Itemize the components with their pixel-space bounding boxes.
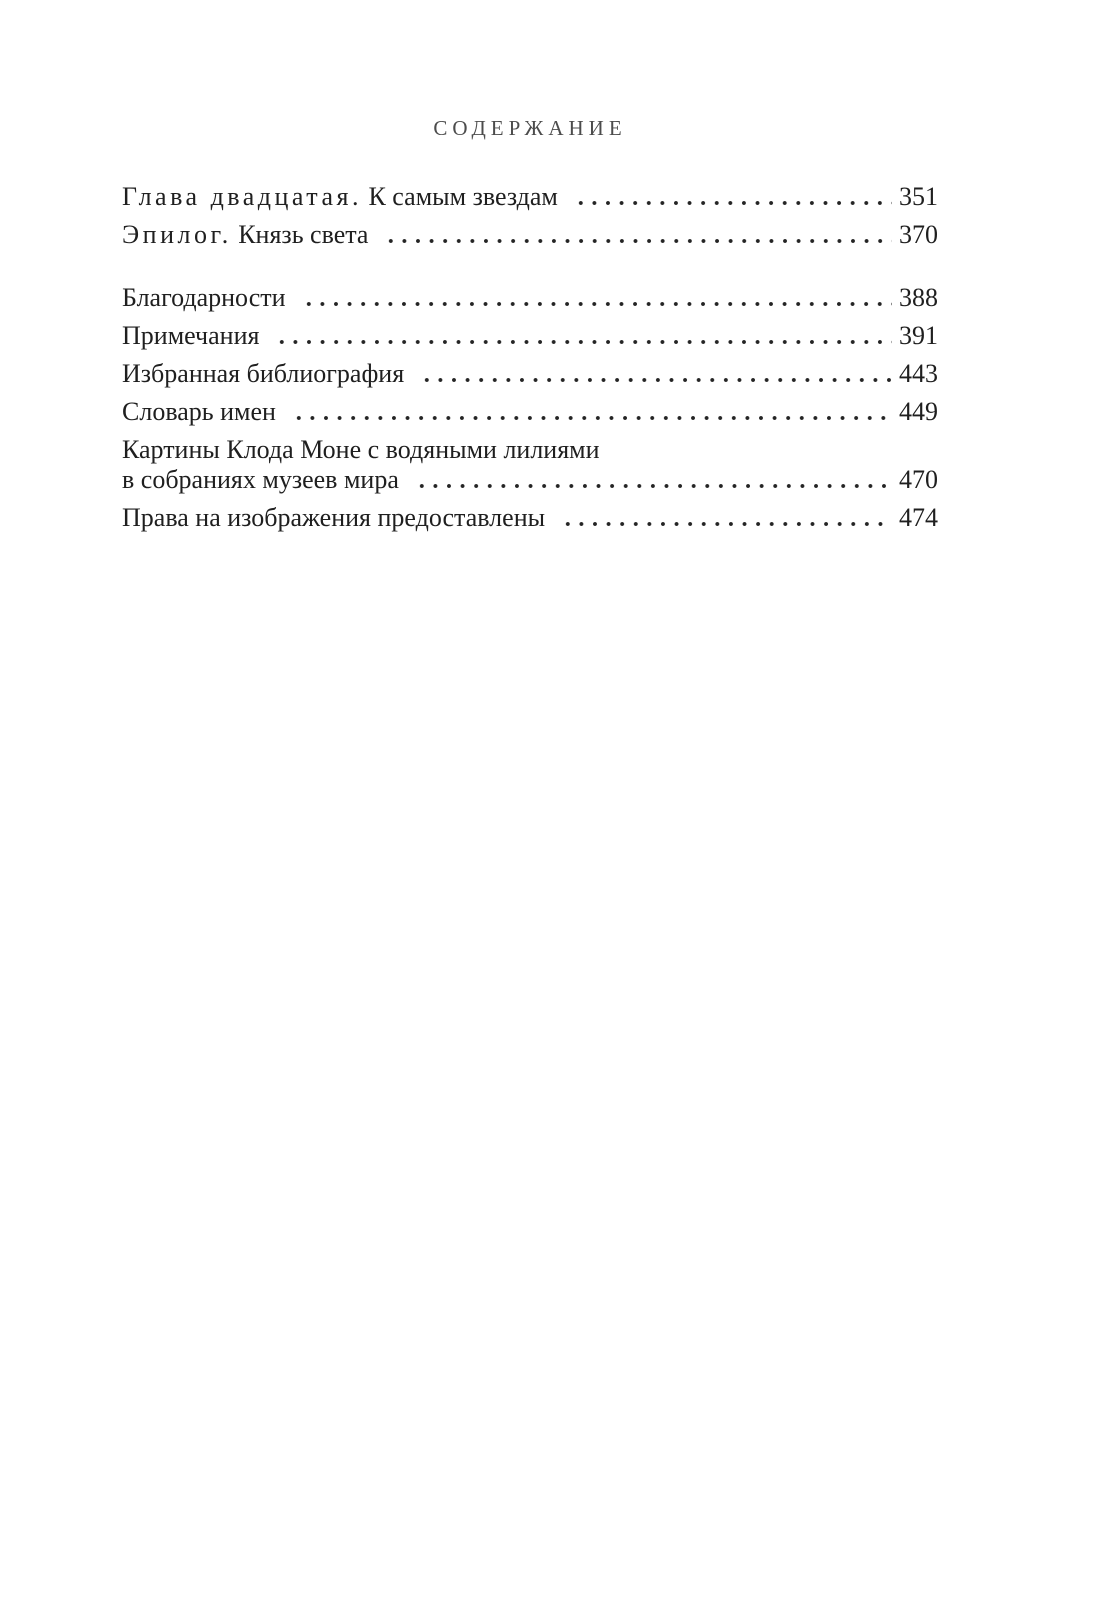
toc-entry-glossary [122,397,938,427]
dot-leader [557,503,892,533]
toc-entry-monet-paintings [122,435,938,495]
chapter-prefix: Эпилог. [122,220,232,249]
toc-entry-bibliography [122,359,938,389]
toc-entry-title: Благодарности [122,283,286,312]
page-number: 470 [899,465,938,494]
dot-leader [411,465,892,495]
toc-entry-title [122,182,558,212]
chapter-prefix: Глава двадцатая. [122,182,362,211]
toc-entry-notes [122,321,938,351]
toc-entry-title: Словарь имен [122,397,276,426]
page-number: 391 [899,321,938,350]
toc-entry-title-line-2-row [122,465,938,495]
page-number: 351 [899,182,938,211]
page-number: 388 [899,283,938,312]
page-number: 443 [899,359,938,388]
page-number: 370 [899,220,938,249]
page-title: СОДЕРЖАНИЕ [433,116,627,140]
toc-entry-chapter-20 [122,182,938,212]
toc-entry-title-line-1: Картины Клода Моне с водяными лилиями [122,435,600,464]
chapter-subtitle: К самым звездам [361,182,558,211]
dot-leader [570,182,892,212]
toc-entry-acknowledgements [122,283,938,313]
toc-entry-title-line-2: в собраниях музеев мира [122,465,399,494]
dot-leader [380,220,892,250]
toc-entry-title: Права на изображения предоставлены [122,503,546,532]
toc-entry-title [122,220,368,250]
toc-entry-epilogue [122,220,938,250]
toc-page [122,115,938,541]
page-number: 474 [899,503,938,532]
section-divider-gap [122,258,938,283]
dot-leader [298,283,892,313]
toc-entry-image-rights [122,503,938,533]
dot-leader [288,397,892,427]
chapter-subtitle: Князь света [231,220,369,249]
dot-leader [271,321,892,351]
toc-entry-title: Избранная библиография [122,359,405,388]
page-number: 449 [899,397,938,426]
dot-leader [416,359,892,389]
toc-entry-title: Примечания [122,321,260,350]
